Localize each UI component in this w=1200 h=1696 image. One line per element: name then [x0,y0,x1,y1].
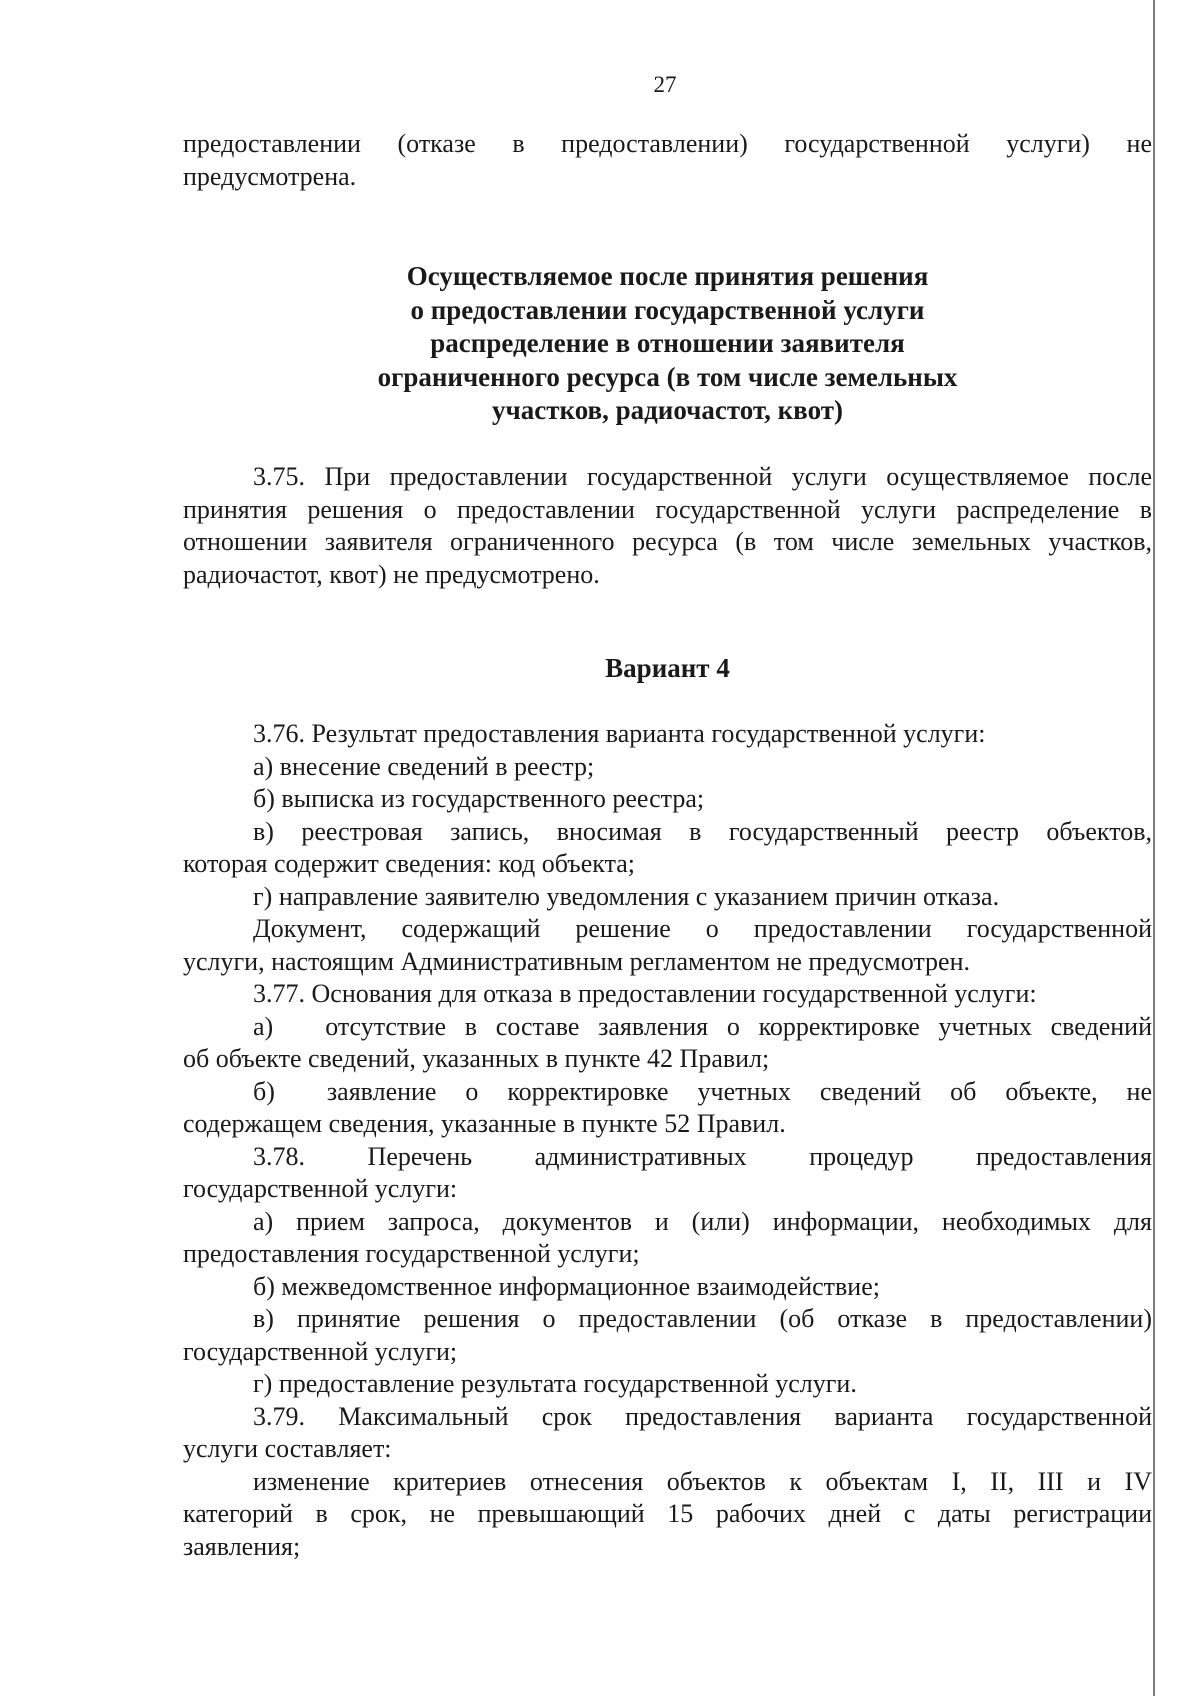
text-line: б) межведомственное информационное взаимодействие; [253,1271,880,1301]
text-line: принятия решения о предоставлении государственной услуги распределение в [183,494,1152,524]
page-edge-line [1153,0,1155,1696]
heading-line: участков, радиочастот, квот) [492,395,843,425]
text-line: об объекте сведений, указанных в пункте 42 Правил; [183,1044,770,1073]
text-line: 3.75. При предоставлении государственной услуги осуществляемое после [253,462,1152,491]
section-heading [183,260,1152,428]
text-line: а) внесение сведений в реестр; [253,751,595,781]
text-line [183,1076,1152,1109]
text-line: услуги составляет: [183,1434,392,1463]
text-line: предусмотрена. [183,161,357,191]
text-line: а) прием запроса, документов и (или) информации, необходимых для [253,1206,1152,1236]
text-line: предоставления государственной услуги; [183,1239,640,1268]
list-marker: б) [253,1076,275,1106]
intro-paragraph [183,128,1152,193]
heading-line: о предоставлении государственной услуги [410,294,925,325]
text-line: предоставлении (отказе в предоставлении) государственной услуги) не [183,129,1152,158]
list-marker: а) [253,1011,274,1041]
page-number: 27 [653,72,677,97]
paragraph-3-75 [183,461,1152,591]
text-line: заявления; [183,1531,301,1561]
text-line: 3.79. Максимальный срок предоставления варианта государственной [253,1401,1152,1431]
text-line: в) реестровая запись, вносимая в государственный реестр объектов, [253,816,1152,846]
text-line: услуги, настоящим Административным регламентом не предусмотрен. [183,946,970,976]
text-line: категорий в срок, не превышающий 15 рабочих дней с даты регистрации [183,1499,1152,1528]
text-line: 3.77. Основания для отказа в предоставлении государственной услуги: [253,979,1037,1008]
text-line: государственной услуги: [183,1174,458,1203]
text-line: б) выписка из государственного реестра; [253,784,705,813]
text-line [183,1011,1152,1044]
heading-line: Осуществляемое после принятия решения [406,261,929,291]
text-line: государственной услуги; [183,1336,458,1366]
text-line: г) направление заявителю уведомления с указанием причин отказа. [253,881,1000,911]
variant-4-body [183,718,1152,1563]
text-line: 3.78. Перечень административных процедур предоставления [253,1141,1152,1171]
text-line: содержащем сведения, указанные в пункте 52 Правил. [183,1109,786,1138]
variant-title: Вариант 4 [605,653,730,683]
text-line: радиочастот, квот) не предусмотрено. [183,559,600,589]
list-text: отсутствие в составе заявления о корректировке учетных сведений [325,1011,1152,1041]
heading-line: распределение в отношении заявителя [430,328,905,358]
text-line: изменение критериев отнесения объектов к объектам I, II, III и IV [253,1466,1152,1496]
text-line: которая содержит сведения: код объекта; [183,849,636,878]
list-text: заявление о корректировке учетных сведений об объекте, не [326,1076,1152,1106]
heading-line: ограниченного ресурса (в том числе земельных [377,361,958,392]
text-line: г) предоставление результата государственной услуги. [253,1369,857,1398]
text-line: 3.76. Результат предоставления варианта государственной услуги: [253,719,986,748]
text-line: Документ, содержащий решение о предоставлении государственной [253,914,1152,943]
text-line: отношении заявителя ограниченного ресурса (в том числе земельных участков, [183,527,1152,556]
text-line: в) принятие решения о предоставлении (об отказе в предоставлении) [253,1304,1152,1333]
